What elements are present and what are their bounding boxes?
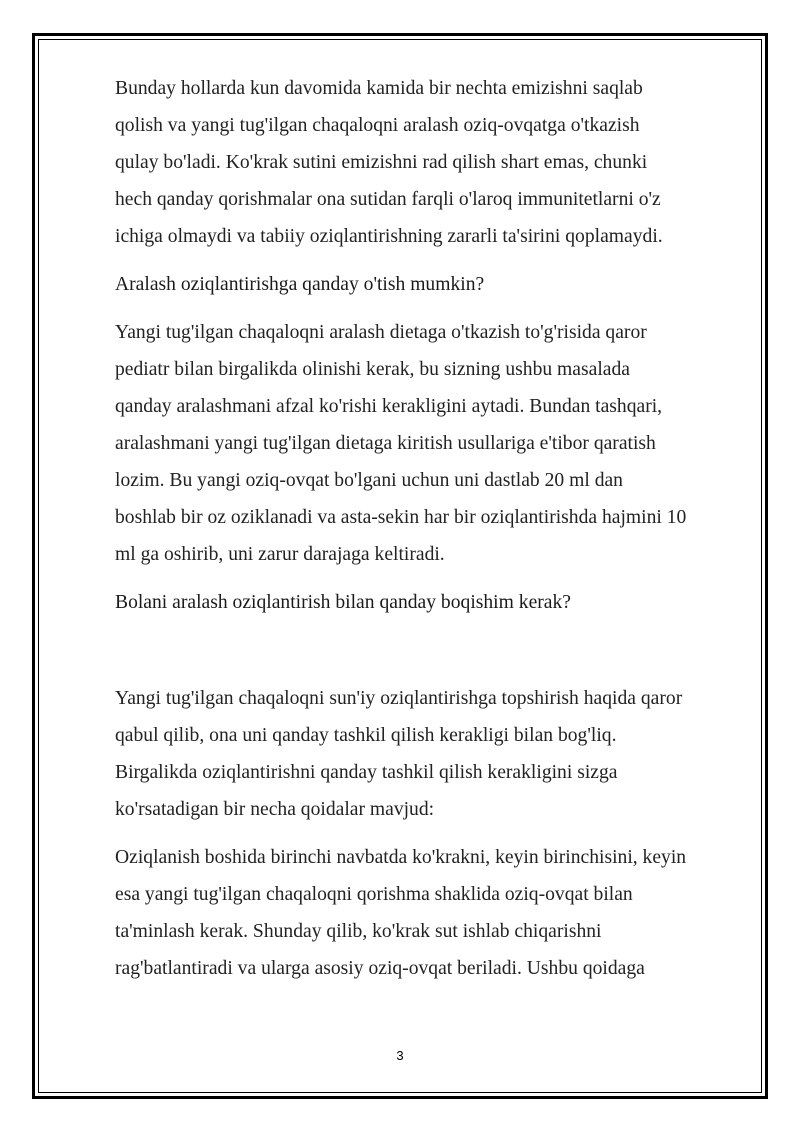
text-line: Yangi tug'ilgan chaqaloqni aralash dietaga o'tkazish to'g'risida qaror <box>115 322 647 343</box>
blank-space <box>115 632 755 680</box>
text-line: pediatr bilan birgalikda olinishi kerak, bu sizning ushbu masalada <box>115 359 630 380</box>
page-number: 3 <box>396 1048 404 1063</box>
document-body <box>115 70 755 998</box>
section-heading-feeding <box>115 584 755 621</box>
text-line: esa yangi tug'ilgan chaqaloqni qorishma shaklida oziq-ovqat bilan <box>115 884 633 905</box>
text-line: qanday aralashmani afzal ko'rishi kerakligini aytadi. Bundan tashqari, <box>115 396 663 417</box>
heading-line: Bolani aralash oziqlantirish bilan qanday boqishim kerak? <box>115 592 571 613</box>
text-line: rag'batlantiradi va ularga asosiy oziq-ovqat beriladi. Ushbu qoidaga <box>115 958 645 979</box>
text-line: qulay bo'ladi. Ko'krak sutini emizishni rad qilish shart emas, chunki <box>115 152 648 173</box>
text-line: qabul qilib, ona uni qanday tashkil qilish kerakligi bilan bog'liq. <box>115 725 617 746</box>
heading-line: Aralash oziqlantirishga qanday o'tish mumkin? <box>115 274 485 295</box>
section-heading-transition <box>115 266 755 303</box>
text-line: Yangi tug'ilgan chaqaloqni sun'iy oziqlantirishga topshirish haqida qaror <box>115 688 683 709</box>
paragraph-transition <box>115 314 755 573</box>
paragraph-intro <box>115 70 755 255</box>
text-line: ta'minlash kerak. Shunday qilib, ko'krak sut ishlab chiqarishni <box>115 921 602 942</box>
text-line: aralashmani yangi tug'ilgan dietaga kiritish usullariga e'tibor qaratish <box>115 433 656 454</box>
text-line: ichiga olmaydi va tabiiy oziqlantirishning zararli ta'sirini qoplamaydi. <box>115 226 663 247</box>
text-line: lozim. Bu yangi oziq-ovqat bo'lgani uchun uni dastlab 20 ml dan <box>115 470 623 491</box>
text-line: Birgalikda oziqlantirishni qanday tashkil qilish kerakligini sizga <box>115 762 618 783</box>
text-line: qolish va yangi tug'ilgan chaqaloqni aralash oziq-ovqatga o'tkazish <box>115 115 640 136</box>
text-line: ml ga oshirib, uni zarur darajaga keltiradi. <box>115 544 445 565</box>
text-line: Bunday hollarda kun davomida kamida bir nechta emizishni saqlab <box>115 78 643 99</box>
text-line: hech qanday qorishmalar ona sutidan farqli o'laroq immunitetlarni o'z <box>115 189 661 210</box>
text-line: ko'rsatadigan bir necha qoidalar mavjud: <box>115 799 435 820</box>
text-line: Oziqlanish boshida birinchi navbatda ko'krakni, keyin birinchisini, keyin <box>115 847 687 868</box>
paragraph-feeding-rules <box>115 680 755 828</box>
text-line: boshlab bir oz oziklanadi va asta-sekin har bir oziqlantirishda hajmini 10 <box>115 507 687 528</box>
paragraph-feeding-order <box>115 839 755 987</box>
